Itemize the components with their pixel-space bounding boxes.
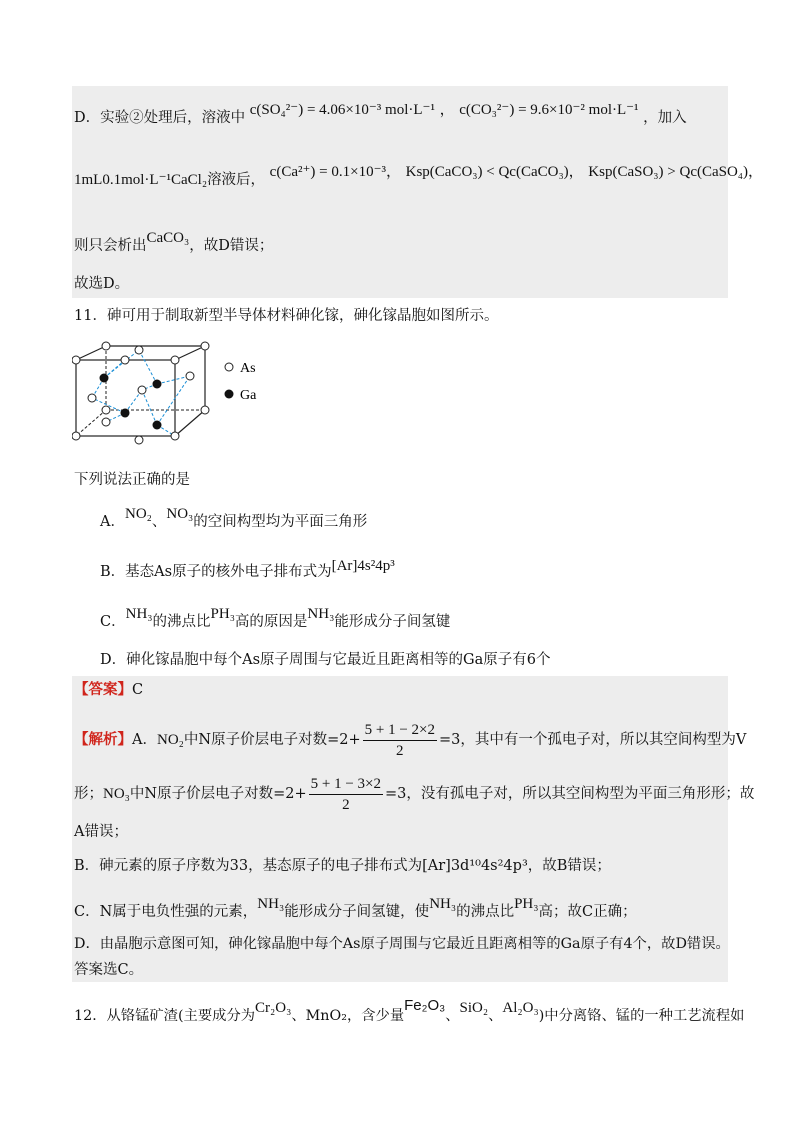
gaas-crystal-cell-diagram bbox=[72, 336, 292, 458]
q11-option-a: A．NO₂、NO₃的空间构型均为平面三角形 bbox=[100, 506, 368, 530]
q11-prompt: 下列说法正确的是 bbox=[74, 472, 190, 488]
analysis-tag: 【解析】 bbox=[74, 731, 132, 748]
legend-ga-marker bbox=[225, 390, 234, 399]
answer-tag: 【答案】 bbox=[74, 681, 132, 698]
caco3-formula: CaCO₃ bbox=[146, 230, 190, 246]
analysis-final: 答案选C。 bbox=[74, 962, 144, 978]
legend-as-label: As bbox=[240, 361, 256, 376]
answer-value: C bbox=[132, 682, 144, 698]
fraction-no2: $\frac{5 + 1 - 2\times 2}{2}$ bbox=[364, 721, 435, 759]
analysis-line1: 【解析】A．NO₂中N原子价层电子对数=2+ $\frac{5 + 1 - 2\times 2}{2}$ =3，其中有一个孤电子对，所以其空间构型为V bbox=[74, 721, 747, 759]
so4-concentration: c(SO₄²⁻) = 4.06×10⁻³ mol·L⁻¹ bbox=[249, 102, 435, 118]
ksp-caso3-compare: Ksp(CaSO₃) > Qc(CaSO₄) bbox=[588, 164, 749, 180]
q11-option-d: D．砷化镓晶胞中每个As原子周围与它最近且距离相等的Ga原子有6个 bbox=[100, 652, 551, 668]
prev-choose-line: 故选D。 bbox=[74, 276, 130, 292]
fraction-no3: $\frac{5 + 1 - 3\times 2}{2}$ bbox=[310, 775, 382, 813]
analysis-line2: 形；NO₃中N原子价层电子对数=2+ $\frac{5 + 1 - 3\times 2}{2}$ =3，没有孤电子对，所以其空间构型为平面三角形形；故 bbox=[74, 775, 755, 813]
fe2o3-formula: Fe₂O₃ bbox=[404, 997, 446, 1014]
as-electron-config: [Ar]4s²4p³ bbox=[331, 558, 395, 574]
legend-as-marker bbox=[225, 363, 233, 371]
co3-concentration: c(CO₃²⁻) = 9.6×10⁻² mol·L⁻¹ bbox=[459, 102, 639, 118]
q11-option-c: C．NH₃的沸点比PH₃高的原因是NH₃能形成分子间氢键 bbox=[100, 606, 451, 630]
legend-ga-label: Ga bbox=[240, 388, 257, 403]
analysis-c: C．N属于电负性强的元素，NH₃能形成分子间氢键，使NH₃的沸点比PH₃高；故C正确； bbox=[74, 896, 637, 920]
analysis-line3: A错误； bbox=[74, 824, 128, 840]
prev-option-d-line3: 则只会析出CaCO₃，故D错误； bbox=[74, 230, 274, 254]
analysis-d: D．由晶胞示意图可知，砷化镓晶胞中每个As原子周围与它最近且距离相等的Ga原子有4个，故D错误。 bbox=[74, 936, 730, 952]
answer-line bbox=[74, 680, 143, 700]
analysis-b: B．砷元素的原子序数为33，基态原子的电子排布式为[Ar]3d¹⁰4s²4p³，故B错误； bbox=[74, 858, 611, 874]
ca-concentration: c(Ca²⁺) = 0.1×10⁻³ bbox=[269, 164, 386, 180]
q11-stem: 11．砷可用于制取新型半导体材料砷化镓，砷化镓晶胞如图所示。 bbox=[74, 308, 499, 324]
prev-option-d-line2: 1mL0.1mol·L⁻¹CaCl₂溶液后， c(Ca²⁺) = 0.1×10⁻³， Ksp(CaCO₃) < Qc(CaCO₃)， Ksp(CaSO₃) > Qc(CaSO₄)， bbox=[74, 164, 764, 188]
prev-option-d-line1: D．实验②处理后，溶液中 c(SO₄²⁻) = 4.06×10⁻³ mol·L⁻¹ ， c(CO₃²⁻) = 9.6×10⁻² mol·L⁻¹ ，加入 bbox=[74, 102, 687, 126]
cacl2-reagent: 1mL0.1mol·L⁻¹CaCl₂ bbox=[74, 172, 208, 188]
q11-option-b: B．基态As原子的核外电子排布式为[Ar]4s²4p³ bbox=[100, 558, 395, 580]
q12-stem: 12．从铬锰矿渣(主要成分为Cr₂O₃、MnO₂，含少量Fe₂O₃、SiO₂、Al₂O₃)中分离铬、锰的一种工艺流程如 bbox=[74, 997, 745, 1024]
ksp-caco3-compare: Ksp(CaCO₃) < Qc(CaCO₃) bbox=[405, 164, 569, 180]
